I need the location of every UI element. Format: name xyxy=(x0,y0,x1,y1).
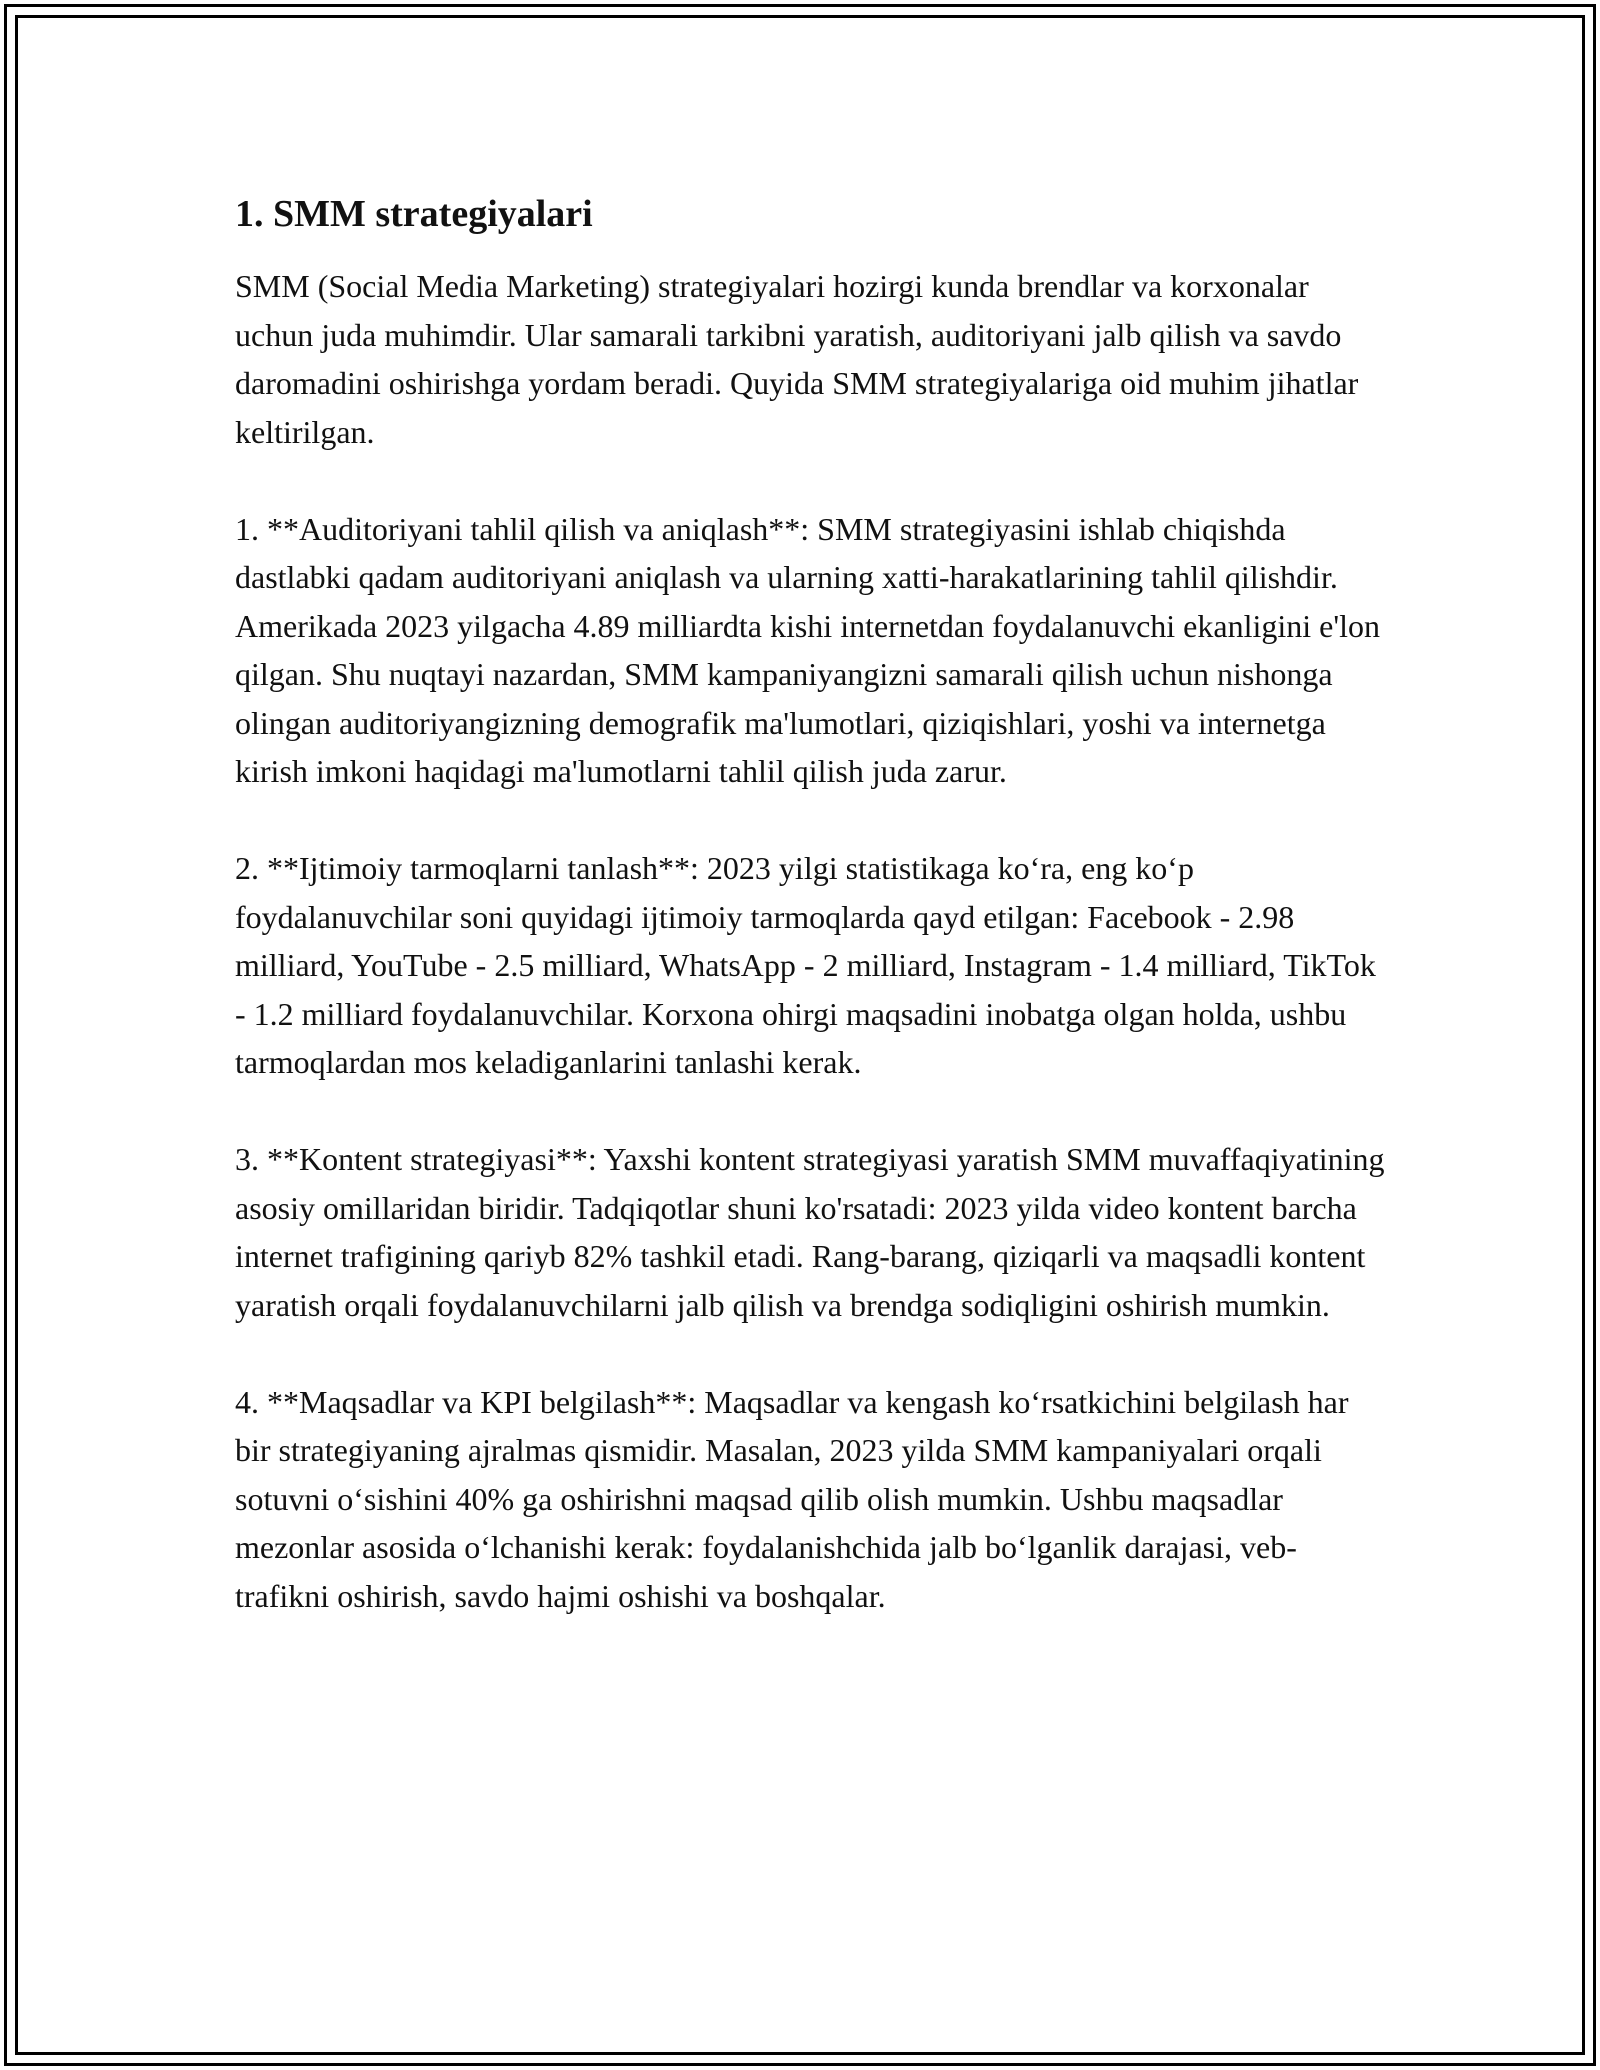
paragraph-network-selection: 2. **Ijtimoiy tarmoqlarni tanlash**: 2023 yilgi statistikaga koʻra, eng koʻp foydalanuvchilar soni quyidagi ijtimoiy tarmoqlarda qayd etilgan: Facebook - 2.98 milliard, YouTube - 2.5 milliard, WhatsApp - 2 milliard, Instagram - 1.4 milliard, TikTok - 1.2 milliard foydalanuvchilar. Korxona ohirgi maqsadini inobatga olgan holda, ushbu tarmoqlardan mos keladiganlarini tanlashi kerak. xyxy=(235,850,1376,1080)
document-body xyxy=(235,188,1385,1620)
intro-paragraph: SMM (Social Media Marketing) strategiyalari hozirgi kunda brendlar va korxonalar uchun juda muhimdir. Ular samarali tarkibni yaratish, auditoriyani jalb qilish va savdo daromadini oshirishga yordam beradi. Quyida SMM strategiyalariga oid muhim jihatlar keltirilgan. xyxy=(235,268,1359,450)
section-title: 1. SMM strategiyalari xyxy=(235,193,593,235)
paragraph-audience-analysis: 1. **Auditoriyani tahlil qilish va aniqlash**: SMM strategiyasini ishlab chiqishda dastlabki qadam auditoriyani aniqlash va ularning xatti-harakatlarining tahlil qilishdir. Amerikada 2023 yilgacha 4.89 milliardta kishi internetdan foydalanuvchi ekanligini e'lon qilgan. Shu nuqtayi nazardan, SMM kampaniyangizni samarali qilish uchun nishonga olingan auditoriyangizning demografik ma'lumotlari, qiziqishlari, yoshi va internetga kirish imkoni haqidagi ma'lumotlarni tahlil qilish juda zarur. xyxy=(235,510,1380,789)
paragraph-goals-kpi: 4. **Maqsadlar va KPI belgilash**: Maqsadlar va kengash koʻrsatkichini belgilash har bir strategiyaning ajralmas qismidir. Masalan, 2023 yilda SMM kampaniyalari orqali sotuvni oʻsishini 40% ga oshirishni maqsad qilib olish mumkin. Ushbu maqsadlar mezonlar asosida oʻlchanishi kerak: foydalanishchida jalb boʻlganlik darajasi, veb-trafikni oshirish, savdo hajmi oshishi va boshqalar. xyxy=(235,1383,1349,1614)
paragraph-content-strategy: 3. **Kontent strategiyasi**: Yaxshi kontent strategiyasi yaratish SMM muvaffaqiyatining asosiy omillaridan biridir. Tadqiqotlar shuni ko'rsatadi: 2023 yilda video kontent barcha internet trafigining qariyb 82% tashkil etadi. Rang-barang, qiziqarli va maqsadli kontent yaratish orqali foydalanuvchilarni jalb qilish va brendga sodiqligini oshirish mumkin. xyxy=(235,1141,1385,1323)
